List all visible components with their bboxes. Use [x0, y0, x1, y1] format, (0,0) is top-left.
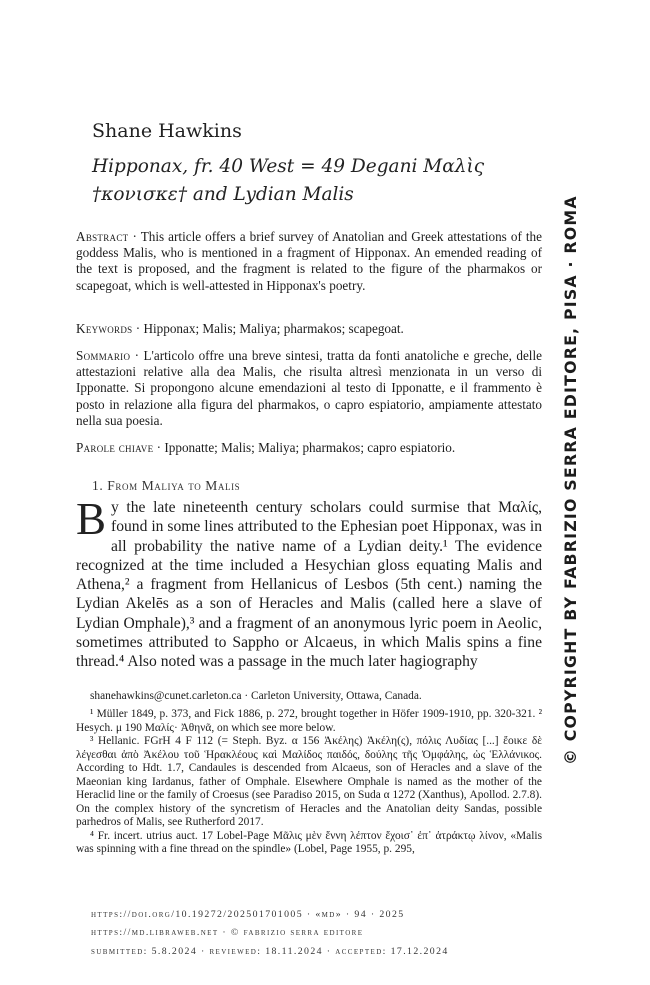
footnote-affiliation: shanehawkins@cunet.carleton.ca · Carleton University, Ottawa, Canada. [90, 690, 422, 702]
sommario-text: L'articolo offre una breve sintesi, tratta da fonti anatoliche e greche, delle attestazioni relative alla dea Malis, che risulta altresì menzionata in un verso di Ipponatte. Si propongono alcune emendazioni al testo di Ipponatte, e il frammento è posto in relazione alla figura del pharmakos, o capro espiatorio, ampiamente attestato nella sua poesia. [76, 348, 542, 428]
section-heading: 1. From Maliya to Malis [92, 478, 241, 493]
sommario: Sommario · L'articolo offre una breve sintesi, tratta da fonti anatoliche e greche, delle attestazioni relative alla dea Malis, che risulta altresì menzionata in un verso di Ipponatte. Si propongono alcune emendazioni al testo di Ipponatte, e il frammento è posto in relazione alla figura del pharmakos, o capro espiatorio, ampiamente attestato nella sua poesia. [76, 348, 542, 428]
footnote-4: ⁴ Fr. incert. utrius auct. 17 Lobel-Page Μᾶλις μὲν ἔννη λέπτον ἔχοισ᾽ ἐπ᾽ ἀτράκτῳ λίνον, «Malis was spinning with a fine thread on the spindle» (Lobel, Page 1955, p. 295, [76, 829, 542, 855]
footnote-1-2: ¹ Müller 1849, p. 373, and Fick 1886, p. 272, brought together in Höfer 1909-1910, pp. 320-321. ² Hesych. μ 190 Μαλίς· Ἀθηνᾶ, on which see more below. [76, 708, 542, 734]
sommario-label: Sommario [76, 348, 131, 363]
keywords: Keywords · Hipponax; Malis; Maliya; pharmakos; scapegoat. [76, 321, 404, 336]
abstract-label: Abstract [76, 229, 129, 244]
footnotes [76, 708, 542, 857]
parole-chiave-label: Parole chiave [76, 440, 154, 455]
keywords-label: Keywords [76, 321, 133, 336]
parole-chiave: Parole chiave · Ipponatte; Malis; Maliya; pharmakos; capro espiatorio. [76, 440, 456, 455]
abstract: Abstract · This article offers a brief survey of Anatolian and Greek attestations of the goddess Malis, who is mentioned in a fragment of Hipponax. An emended reading of the text is proposed, and the fragment is related to the figure of the pharmakos or scapegoat, which is well-attested in Hipponax's poetry. [76, 229, 542, 293]
site-line: https://md.libraweb.net · © fabrizio serra editore [91, 927, 364, 938]
body-text [76, 494, 542, 672]
abstract-text: This article offers a brief survey of Anatolian and Greek attestations of the goddess Malis, who is mentioned in a fragment of Hipponax. An emended reading of the text is proposed, and the fragment is related to the figure of the pharmakos or scapegoat, which is well-attested in Hipponax's poetry. [76, 229, 542, 293]
dates-line: submitted: 5.8.2024 · reviewed: 18.11.2024 · accepted: 17.12.2024 [91, 946, 449, 957]
article-title: Hipponax, fr. 40 West = 49 Degani Μαλὶς †κονισκε† and Lydian Malis [92, 156, 485, 205]
parole-chiave-text: Ipponatte; Malis; Maliya; pharmakos; capro espiatorio. [164, 440, 456, 455]
keywords-text: Hipponax; Malis; Maliya; pharmakos; scapegoat. [143, 321, 404, 336]
author-name: Shane Hawkins [92, 120, 242, 142]
drop-cap: B [76, 494, 107, 544]
doi-line: https://doi.org/10.19272/202501701005 · «md» · 94 · 2025 [91, 909, 405, 920]
footnote-3: ³ Hellanic. FGrH 4 F 112 (= Steph. Byz. α 156 Ἀκέλης) Ἀκέλη(ς), πόλις Λυδίας [...] ἔοικε δὲ λέγεσθαι ἀπὸ Ἀκέλου τοῦ Ἡρακλέους καὶ Μαλίδος παιδός, δούλης τῆς Ὀμφάλης, ὡς Ἑλλάνικος. According to Hdt. 1.7, Candaules is descended from Alcaeus, son of Heracles and a slave of the Maeonian king Iardanus, father of Omphale. Elsewhere Omphale is named as the mother of the Heraclid line or the family of Croesus (see Paradiso 2015, on Suda α 1272 (Xanthus), Apollod. 2.7.8). On the complex history of the syncretism of Heracles and the Anatolian deity Sandas, possible parhedros of Malis, see Rutherford 2017. [76, 735, 542, 828]
body-paragraph: y the late nineteenth century scholars could surmise that Μαλίς, found in some lines attributed to the Ephesian poet Hipponax, was in all probability the native name of a Lydian deity.¹ The evidence recognized at the time included a Hesychian gloss equating Malis and Athena,² a fragment from Hellanicus of Lesbos (5th cent.) naming the Lydian Akelēs as a son of Heracles and Malis (called here a slave of Lydian Omphale),³ and a fragment of an anonymous lyric poem in Aeolic, sometimes attributed to Sappho or Alcaeus, in which Malis spins a fine thread.⁴ Also noted was a passage in the much later hagiography [76, 499, 542, 671]
copyright-sidebar: © COPYRIGHT BY FABRIZIO SERRA EDITORE, PISA · ROMA [561, 195, 580, 765]
